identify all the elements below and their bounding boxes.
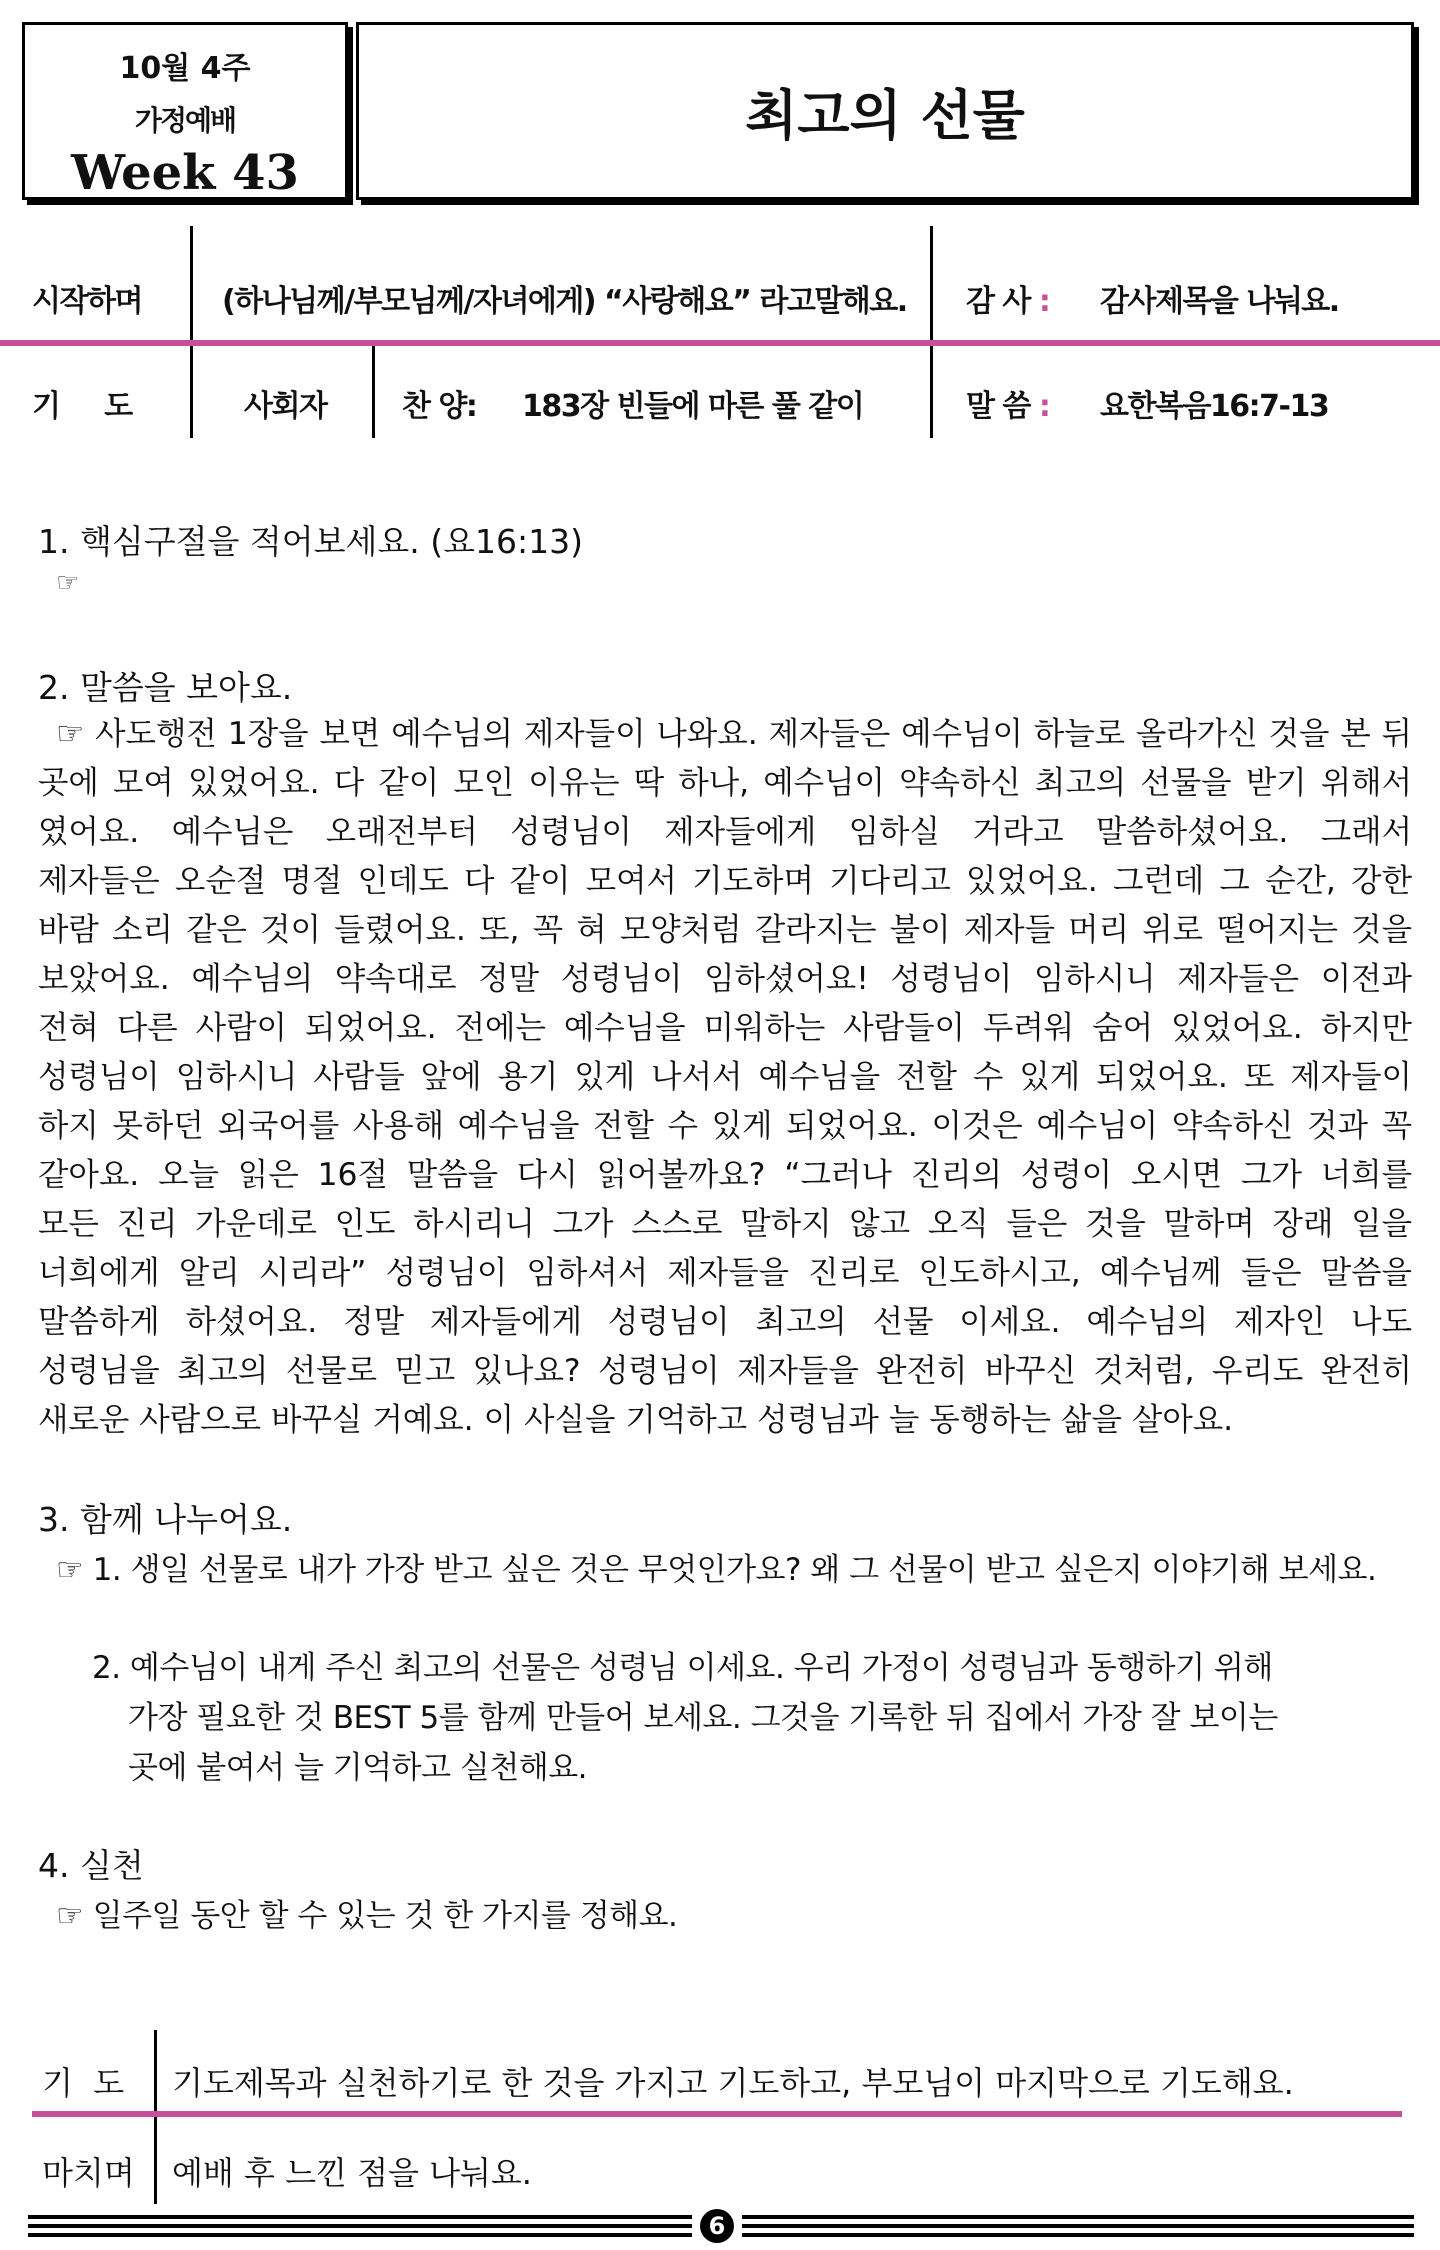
start-label: 시작하며 xyxy=(32,284,142,319)
worship-type: 가정예배 xyxy=(134,104,236,137)
rule xyxy=(28,2224,692,2228)
paragraph-line: 성령님을 최고의 선물로 믿고 있나요? 성령님이 제자들을 완전히 바꾸신 것처럼, 우리도 완전히 xyxy=(38,1353,1412,1389)
week-label: Week 43 xyxy=(71,145,299,201)
closing-prayer-text: 기도제목과 실천하기로 한 것을 가지고 기도하고, 부모님이 마지막으로 기도해요. xyxy=(172,2064,1294,2102)
paragraph-line: 너희에게 알리 시리라” 성령님이 임하셔서 제자들을 진리로 인도하시고, 예수님께 들은 말씀을 xyxy=(38,1255,1412,1291)
section2-heading: 2. 말씀을 보아요. xyxy=(38,668,293,707)
rule xyxy=(742,2233,1414,2237)
question-2-line: 곳에 붙여서 늘 기억하고 실천해요. xyxy=(128,1750,588,1786)
section3-heading: 3. 함께 나누어요. xyxy=(38,1500,293,1539)
week-info-box xyxy=(22,22,348,200)
pink-divider xyxy=(32,2111,1402,2117)
page-number: 6 xyxy=(700,2209,734,2243)
divider xyxy=(154,2030,157,2204)
word-label: 말 씀 : xyxy=(966,389,1050,424)
paragraph-line: ☞ 사도행전 1장을 보면 예수님의 제자들이 나와요. 제자들은 예수님이 하늘로 올라가신 것을 본 뒤 xyxy=(56,716,1412,752)
closing-text: 예배 후 느낀 점을 나눠요. xyxy=(172,2154,532,2192)
title-box xyxy=(356,22,1414,200)
paragraph-line: 였어요. 예수님은 오래전부터 성령님이 제자들에게 임하실 거라고 말씀하셨어요. 그래서 xyxy=(38,814,1412,850)
week-line: 10월 4주 xyxy=(119,51,251,86)
pointer-icon: ☞ xyxy=(56,568,80,598)
question-2-line: 가장 필요한 것 BEST 5를 함께 만들어 보세요. 그것을 기록한 뒤 집에서 가장 잘 보이는 xyxy=(128,1700,1278,1736)
paragraph-line: 말씀하게 하셨어요. 정말 제자들에게 성령님이 최고의 선물 이세요. 예수님의 제자인 나도 xyxy=(38,1304,1412,1340)
prayer-label: 기 도 xyxy=(32,389,132,424)
section4-heading: 4. 실천 xyxy=(38,1846,144,1885)
sermon-paragraph xyxy=(38,710,1412,1445)
paragraph-line: 곳에 모여 있었어요. 다 같이 모인 이유는 딱 하나, 예수님이 약속하신 최고의 선물을 받기 위해서 xyxy=(38,765,1412,801)
rule xyxy=(742,2224,1414,2228)
leader-label: 사회자 xyxy=(244,389,327,424)
page-title: 최고의 선물 xyxy=(745,83,1025,147)
question-1: ☞ 1. 생일 선물로 내가 가장 받고 싶은 것은 무엇인가요? 왜 그 선물이 받고 싶은지 이야기해 보세요. xyxy=(56,1552,1377,1588)
closing-prayer-label: 기 도 xyxy=(42,2064,125,2102)
practice-text: ☞ 일주일 동안 할 수 있는 것 한 가지를 정해요. xyxy=(56,1898,678,1934)
start-text: (하나님께/부모님께/자녀에게) “사랑해요” 라고말해요. xyxy=(222,284,907,319)
paragraph-line: 새로운 사람으로 바꾸실 거예요. 이 사실을 기억하고 성령님과 늘 동행하는 삶을 살아요. xyxy=(38,1402,1234,1438)
paragraph-line: 하지 못하던 외국어를 사용해 예수님을 전할 수 있게 되었어요. 이것은 예수님이 약속하신 것과 꼭 xyxy=(38,1108,1412,1144)
divider xyxy=(930,226,933,438)
paragraph-line: 같아요. 오늘 읽은 16절 말씀을 다시 읽어볼까요? “그러나 진리의 성령이 오시면 그가 너희를 xyxy=(38,1157,1412,1193)
scripture-text: 요한복음16:7-13 xyxy=(1100,389,1329,424)
pink-divider xyxy=(0,340,1440,346)
hymn-label: 찬 양: xyxy=(402,389,477,424)
paragraph-line: 바람 소리 같은 것이 들렸어요. 또, 꼭 혀 모양처럼 갈라지는 불이 제자들 머리 위로 떨어지는 것을 xyxy=(38,912,1412,948)
thanks-label: 감 사 : xyxy=(966,284,1050,319)
paragraph-line: 보았어요. 예수님의 약속대로 정말 성령님이 임하셨어요! 성령님이 임하시니 제자들은 이전과 xyxy=(38,961,1412,997)
rule xyxy=(742,2215,1414,2219)
paragraph-line: 모든 진리 가운데로 인도 하시리니 그가 스스로 말하지 않고 오직 들은 것을 말하며 장래 일을 xyxy=(38,1206,1412,1242)
divider xyxy=(372,345,375,438)
thanks-text: 감사제목을 나눠요. xyxy=(1100,284,1339,319)
question-2-line: 2. 예수님이 내게 주신 최고의 선물은 성령님 이세요. 우리 가정이 성령님과 동행하기 위해 xyxy=(92,1650,1273,1686)
paragraph-line: 제자들은 오순절 명절 인데도 다 같이 모여서 기도하며 기다리고 있었어요. 그런데 그 순간, 강한 xyxy=(38,863,1412,899)
section1-heading: 1. 핵심구절을 적어보세요. (요16:13) xyxy=(38,522,583,561)
divider xyxy=(190,226,193,438)
rule xyxy=(28,2215,692,2219)
hymn-text: 183장 빈들에 마른 풀 같이 xyxy=(522,389,864,424)
rule xyxy=(28,2233,692,2237)
closing-label: 마치며 xyxy=(42,2154,135,2192)
paragraph-line: 성령님이 임하시니 사람들 앞에 용기 있게 나서서 예수님을 전할 수 있게 되었어요. 또 제자들이 xyxy=(38,1059,1412,1095)
paragraph-line: 전혀 다른 사람이 되었어요. 전에는 예수님을 미워하는 사람들이 두려워 숨어 있었어요. 하지만 xyxy=(38,1010,1412,1046)
